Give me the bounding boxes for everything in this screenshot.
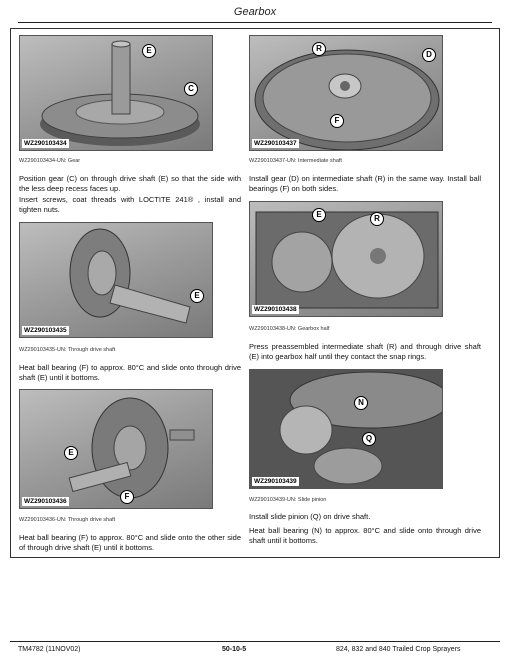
figure-code: WZ290103437 [254,140,297,147]
instruction-text: Heat ball bearing (F) to approx. 80°C and slide onto the other side of through drive shaft (E) until it bottoms. [19,533,241,552]
figure-code: WZ290103439 [254,478,297,485]
callout-e: E [190,289,204,303]
photo-intermediate-shaft [249,35,443,151]
figure-code: WZ290103436 [24,498,67,505]
photo-slide-pinion [249,369,443,489]
callout-r: R [312,42,326,56]
callout-e: E [312,208,326,222]
figure-code: WZ290103438 [254,306,297,313]
figure-caption: WZ290103439-UN: Slide pinion [249,497,327,503]
intermediate-gear-illustration [250,36,443,151]
figure-caption: WZ290103435-UN: Through drive shaft [19,347,116,353]
figure-caption: WZ290103436-UN: Through drive shaft [19,517,116,523]
footer-page-number: 50-10-5 [222,646,247,653]
figure-caption: WZ290103438-UN: Gearbox half [249,326,330,332]
callout-f: F [330,114,344,128]
photo-through-drive-shaft [19,222,213,338]
callout-c: C [184,82,198,96]
header-rule [18,22,492,23]
gearbox-illustration [250,202,443,317]
figure-code: WZ290103435 [24,327,67,334]
callout-n: N [354,396,368,410]
figure-code: WZ290103434 [24,140,67,147]
content-frame [10,28,500,558]
shaft-illustration [20,223,213,338]
callout-r: R [370,212,384,226]
instruction-text: Insert screws, coat threads with LOCTITE 241® , install and tighten nuts. [19,195,241,214]
photo-gear [19,35,213,151]
instruction-text: Heat ball bearing (N) to approx. 80°C and slide onto through drive shaft until it bottoms. [249,526,481,545]
footer-doc-id: TM4782 (11NOV02) [18,646,81,653]
instruction-text: Press preassembled intermediate shaft (R) and through drive shaft (E) into gearbox half until they contact the snap rings. [249,342,481,361]
section-title: Gearbox [233,6,277,18]
photo-gearbox-half [249,201,443,317]
instruction-text: Position gear (C) on through drive shaft (E) so that the side with the less deep recess faces up. [19,174,241,193]
callout-e: E [142,44,156,58]
gear-illustration [20,36,213,151]
instruction-text: Install slide pinion (Q) on drive shaft. [249,512,371,521]
callout-q: Q [362,432,376,446]
bearing-illustration [20,390,213,509]
instruction-text: Install gear (D) on intermediate shaft (R) in the same way. Install ball bearings (F) on both sides. [249,174,481,193]
footer-rule [10,641,500,642]
callout-e: E [64,446,78,460]
callout-d: D [422,48,436,62]
pinion-illustration [250,370,443,489]
photo-through-drive-shaft-2 [19,389,213,509]
instruction-text: Heat ball bearing (F) to approx. 80°C and slide onto through drive shaft (E) until it bottoms. [19,363,241,382]
footer-manual-title: 824, 832 and 840 Trailed Crop Sprayers [336,646,461,653]
figure-caption: WZ290103437-UN: Intermediate shaft [249,158,342,164]
callout-f: F [120,490,134,504]
figure-caption: WZ290103434-UN: Gear [19,158,81,164]
